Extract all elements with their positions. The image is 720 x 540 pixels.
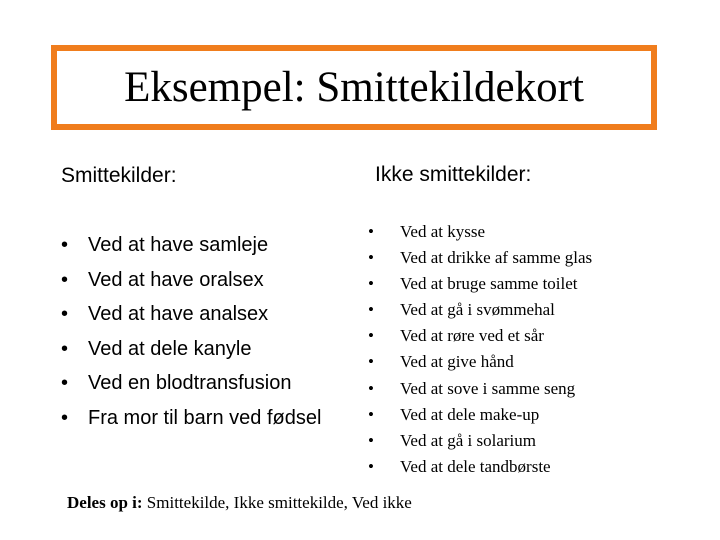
- list-item-text: Ved at dele tandbørste: [400, 456, 551, 476]
- non-infection-sources-heading: Ikke smittekilder:: [375, 163, 532, 186]
- bullet-icon: •: [368, 248, 374, 268]
- list-item-text: Ved at dele kanyle: [88, 337, 252, 360]
- bullet-icon: •: [368, 300, 374, 320]
- list-item-text: Ved en blodtransfusion: [88, 372, 292, 395]
- bullet-icon: •: [368, 404, 374, 424]
- list-item-text: Ved at bruge samme toilet: [400, 274, 578, 294]
- list-item: [368, 457, 592, 483]
- list-item-text: Ved at have oralsex: [88, 268, 264, 291]
- list-item: [61, 233, 321, 268]
- list-item-text: Ved at sove i samme seng: [400, 378, 576, 398]
- bullet-icon: •: [61, 303, 69, 326]
- list-item-text: Ved at drikke af samme glas: [400, 248, 593, 268]
- footer-label: Deles op i:: [67, 493, 143, 512]
- list-item-text: Ved at have analsex: [88, 303, 269, 326]
- title-box: [51, 45, 657, 130]
- list-item: [61, 371, 321, 406]
- bullet-icon: •: [368, 326, 374, 346]
- list-item-text: Ved at give hånd: [400, 352, 514, 372]
- list-item: [368, 274, 592, 300]
- slide-title: Eksempel: Smittekildekort: [124, 64, 584, 111]
- bullet-icon: •: [61, 337, 69, 360]
- list-item-text: Fra mor til barn ved fødsel: [88, 406, 322, 429]
- bullet-icon: •: [61, 406, 69, 429]
- bullet-icon: •: [368, 222, 374, 241]
- bullet-icon: •: [61, 372, 69, 395]
- list-item: [368, 326, 592, 352]
- list-item-text: Ved at gå i svømmehal: [400, 300, 555, 320]
- bullet-icon: •: [368, 430, 374, 450]
- list-item-text: Ved at kysse: [400, 222, 485, 241]
- list-item: [368, 222, 592, 248]
- bullet-icon: •: [368, 352, 374, 372]
- bullet-icon: •: [61, 268, 69, 291]
- bullet-icon: •: [368, 378, 374, 398]
- list-item-text: Ved at have samleje: [88, 234, 269, 256]
- list-item: [61, 302, 321, 337]
- infection-sources-list: [61, 233, 321, 441]
- bullet-icon: •: [368, 274, 374, 294]
- list-item: [368, 352, 592, 378]
- footer-note: [67, 494, 412, 511]
- footer-text: Smittekilde, Ikke smittekilde, Ved ikke: [142, 493, 412, 512]
- list-item: [368, 405, 592, 431]
- list-item-text: Ved at røre ved et sår: [400, 326, 544, 346]
- list-item: [368, 379, 592, 405]
- bullet-icon: •: [61, 234, 69, 256]
- list-item: [61, 268, 321, 303]
- non-infection-sources-list: [368, 222, 592, 483]
- bullet-icon: •: [368, 456, 374, 476]
- list-item: [61, 337, 321, 372]
- infection-sources-heading: Smittekilder:: [61, 164, 177, 187]
- list-item: [368, 431, 592, 457]
- list-item-text: Ved at dele make-up: [400, 404, 540, 424]
- list-item: [61, 406, 321, 441]
- list-item-text: Ved at gå i solarium: [400, 430, 536, 450]
- list-item: [368, 300, 592, 326]
- list-item: [368, 248, 592, 274]
